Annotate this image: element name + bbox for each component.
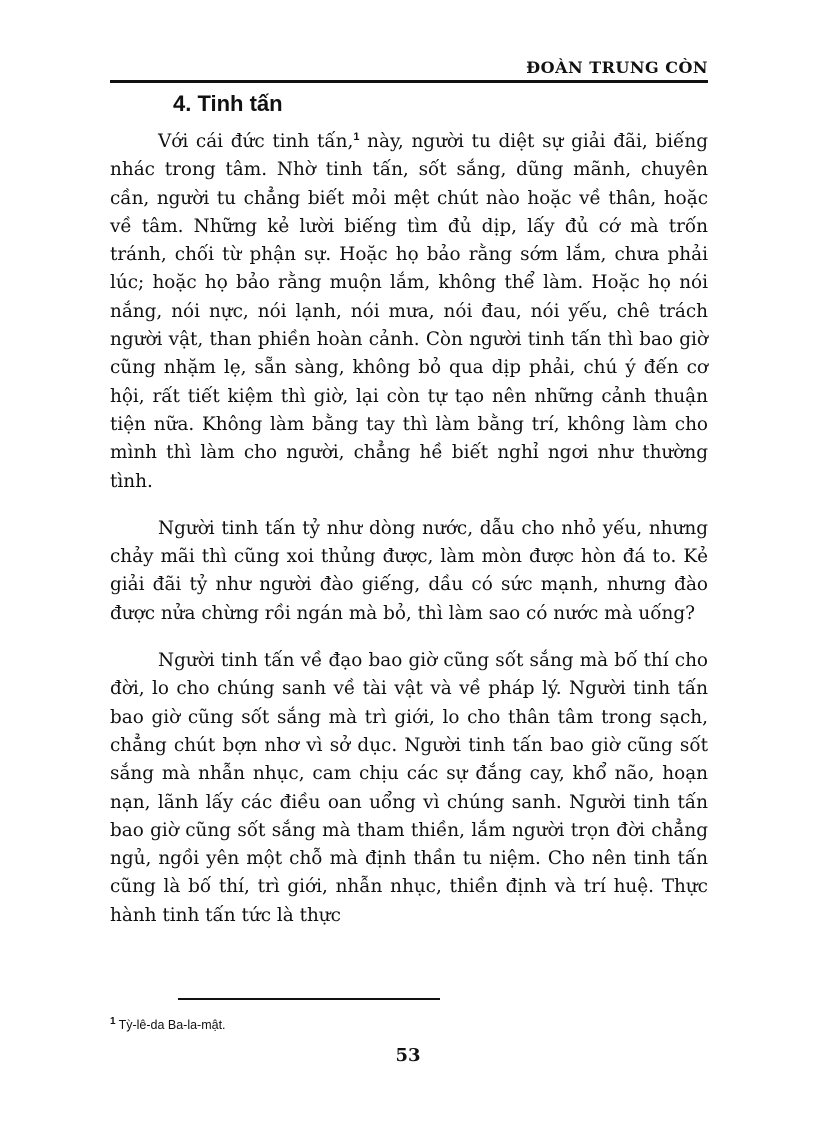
footnote-text: Tỳ-lê-da Ba-la-mật. <box>118 1018 226 1033</box>
section-title: 4. Tinh tấn <box>173 91 283 116</box>
paragraph: Người tinh tấn tỷ như dòng nước, dẫu cho nhỏ yếu, nhưng chảy mãi thì cũng xoi thủng được, làm mòn được hòn đá to. Kẻ giải đãi tỷ như người đào giếng, dầu có sức mạnh, nhưng đào được nửa chừng rồi ngán mà bỏ, thì làm sao có nước mà uống? <box>110 517 708 624</box>
footnote-rule <box>178 998 440 1000</box>
footnote-number: 1 <box>110 1016 116 1027</box>
running-header: ĐOÀN TRUNG CÒN <box>526 58 708 77</box>
body-text <box>110 128 708 949</box>
footnote <box>110 1016 226 1032</box>
header-rule <box>110 80 708 83</box>
footnote-reference: 1 <box>353 130 360 143</box>
paragraph: Người tinh tấn về đạo bao giờ cũng sốt sắng mà bố thí cho đời, lo cho chúng sanh về tài vật và về pháp lý. Người tinh tấn bao giờ cũng sốt sắng mà trì giới, lo cho thân tâm trong sạch, chẳng chút bợn nhơ vì sở dục. Người tinh tấn bao giờ cũng sốt sắng mà nhẫn nhục, cam chịu các sự đắng cay, khổ não, hoạn nạn, lãnh lấy các điều oan uổng vì chúng sanh. Người tinh tấn bao giờ cũng sốt sắng mà tham thiền, lắm người trọn đời chẳng ngủ, ngồi yên một chỗ mà định thần tu niệm. Cho nên tinh tấn cũng là bố thí, trì giới, nhẫn nhục, thiền định và trí huệ. Thực hành tinh tấn tức là thực <box>110 650 708 926</box>
paragraph: Với cái đức tinh tấn,$^1$ này, người tu diệt sự giải đãi, biếng nhác trong tâm. Nhờ tinh tấn, sốt sắng, dũng mãnh, chuyên cần, người tu chẳng biết mỏi mệt chút nào hoặc về thân, hoặc về tâm. Những kẻ lười biếng tìm đủ dịp, lấy đủ cớ mà trốn tránh, chối từ phận sự. Hoặc họ bảo rằng sớm lắm, chưa phải lúc; hoặc họ bảo rằng muộn lắm, không thể làm. Hoặc họ nói nắng, nói nực, nói lạnh, nói mưa, nói đau, nói yếu, chê trách người vật, than phiền hoàn cảnh. Còn người tinh tấn thì bao giờ cũng nhặm lẹ, sẵn sàng, không bỏ qua dịp phải, chú ý đến cơ hội, rất tiết kiệm thì giờ, lại còn tự tạo nên những cảnh thuận tiện nữa. Không làm bằng tay thì làm bằng trí, không làm cho mình thì làm cho người, chẳng hề biết nghỉ ngơi như thường tình. <box>110 130 708 492</box>
page-number: 53 <box>395 1045 421 1066</box>
